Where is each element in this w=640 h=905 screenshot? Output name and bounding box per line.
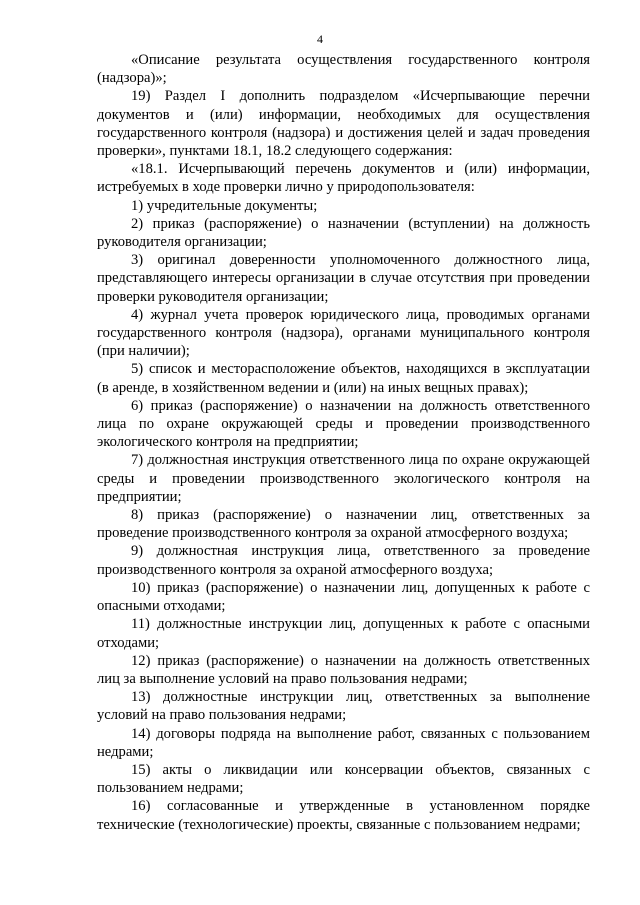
- paragraph-item-19: 19) Раздел I дополнить подразделом «Исчерпывающие перечни документов и (или) информации, необходимых для осуществления государственного контроля (надзора) и достижения целей и задач проведения проверки», пунктами 18.1, 18.2 следующего содержания:: [97, 88, 590, 160]
- list-item-12: 12) приказ (распоряжение) о назначении на должность ответственных лиц за выполнение условий на право пользования недрами;: [97, 652, 590, 687]
- list-item-13: 13) должностные инструкции лиц, ответственных за выполнение условий на право пользования недрами;: [97, 689, 590, 724]
- paragraph-description-result: «Описание результата осуществления государственного контроля (надзора)»;: [97, 52, 590, 87]
- list-item-6: 6) приказ (распоряжение) о назначении на должность ответственного лица по охране окружающей среды и проведении производственного экологического контроля на предприятии;: [97, 397, 590, 451]
- list-item-15: 15) акты о ликвидации или консервации объектов, связанных с пользованием недрами;: [97, 761, 590, 797]
- list-item-16: 16) согласованные и утвержденные в установленном порядке технические (технологические) проекты, связанные с пользованием недрами;: [97, 798, 590, 833]
- list-item-4: 4) журнал учета проверок юридического лица, проводимых органами государственного контроля (надзора), органами муниципального контроля (при наличии);: [97, 306, 590, 360]
- list-item-2: 2) приказ (распоряжение) о назначении (вступлении) на должность руководителя организации;: [97, 215, 590, 251]
- list-item-11: 11) должностные инструкции лиц, допущенных к работе с опасными отходами;: [97, 616, 590, 651]
- list-item-10: 10) приказ (распоряжение) о назначении лиц, допущенных к работе с опасными отходами;: [97, 579, 590, 615]
- list-item-14: 14) договоры подряда на выполнение работ, связанных с пользованием недрами;: [97, 725, 590, 760]
- page-number: 4: [317, 32, 323, 46]
- document-body: [97, 51, 590, 834]
- paragraph-18-1-heading: «18.1. Исчерпывающий перечень документов и (или) информации, истребуемых в ходе проверки лично у природопользователя:: [97, 161, 590, 196]
- list-item-9: 9) должностная инструкция лица, ответственного за проведение производственного контроля за охраной атмосферного воздуха;: [97, 543, 590, 578]
- list-item-8: 8) приказ (распоряжение) о назначении лиц, ответственных за проведение производственного контроля за охраной атмосферного воздуха;: [97, 507, 590, 542]
- list-item-3: 3) оригинал доверенности уполномоченного должностного лица, представляющего интересы организации в случае отсутствия при проведении проверки руководителя организации;: [97, 252, 590, 305]
- list-item-5: 5) список и месторасположение объектов, находящихся в эксплуатации (в аренде, в хозяйственном ведении и (или) на иных вещных правах);: [97, 361, 590, 396]
- list-item-1: 1) учредительные документы;: [131, 197, 318, 214]
- list-item-7: 7) должностная инструкция ответственного лица по охране окружающей среды и проведении производственного экологического контроля на предприятии;: [97, 452, 590, 505]
